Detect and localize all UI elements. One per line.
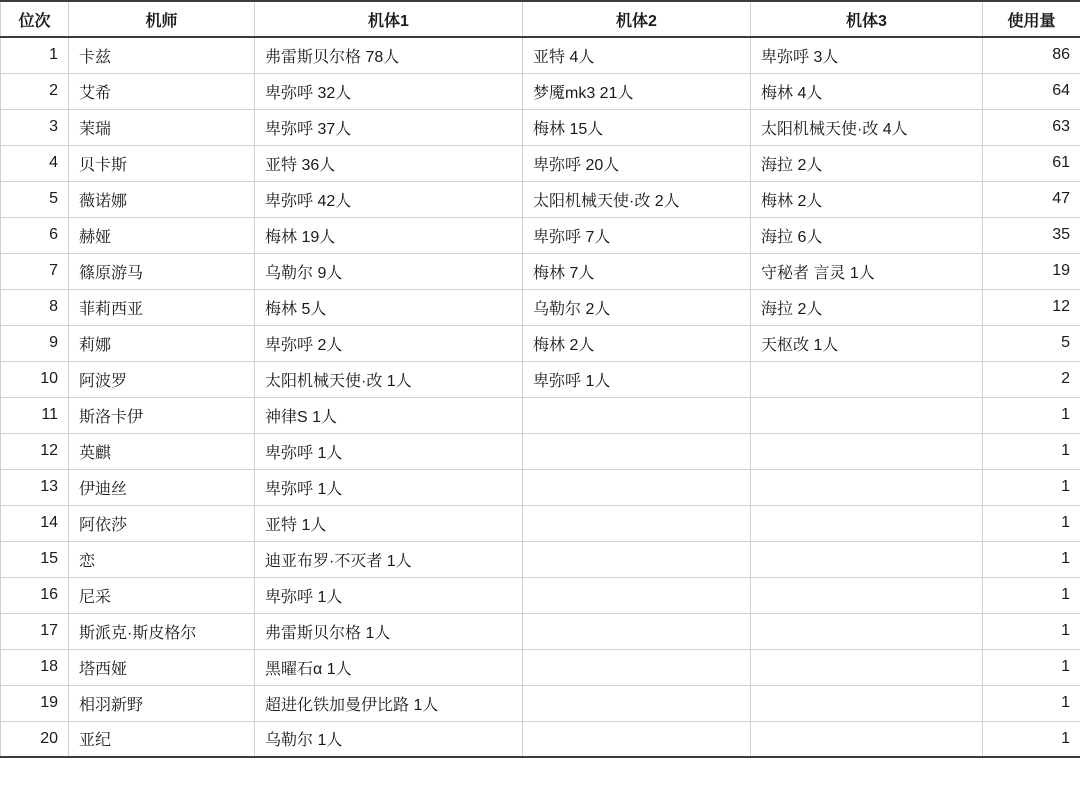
table-row bbox=[1, 361, 1080, 397]
cell-usage: 63 bbox=[983, 109, 1080, 145]
cell-pilot: 恋 bbox=[69, 541, 255, 577]
cell-pilot: 尼采 bbox=[69, 577, 255, 613]
cell-mecha2: 梅林 2人 bbox=[523, 325, 751, 361]
cell-mecha3 bbox=[751, 685, 983, 721]
table-row bbox=[1, 397, 1080, 433]
cell-mecha3: 天枢改 1人 bbox=[751, 325, 983, 361]
cell-rank: 10 bbox=[1, 361, 69, 397]
cell-mecha2: 梅林 15人 bbox=[523, 109, 751, 145]
cell-mecha1: 梅林 5人 bbox=[255, 289, 523, 325]
table-row bbox=[1, 469, 1080, 505]
cell-pilot: 菲莉西亚 bbox=[69, 289, 255, 325]
cell-rank: 19 bbox=[1, 685, 69, 721]
cell-usage: 64 bbox=[983, 73, 1080, 109]
cell-mecha1: 卑弥呼 2人 bbox=[255, 325, 523, 361]
column-header-rank: 位次 bbox=[1, 1, 69, 37]
cell-mecha1: 卑弥呼 37人 bbox=[255, 109, 523, 145]
column-header-mecha1: 机体1 bbox=[255, 1, 523, 37]
cell-pilot: 阿依莎 bbox=[69, 505, 255, 541]
cell-mecha1: 弗雷斯贝尔格 78人 bbox=[255, 37, 523, 73]
cell-mecha1: 乌勒尔 9人 bbox=[255, 253, 523, 289]
cell-mecha1: 超进化铁加曼伊比路 1人 bbox=[255, 685, 523, 721]
cell-mecha3: 梅林 2人 bbox=[751, 181, 983, 217]
cell-rank: 14 bbox=[1, 505, 69, 541]
cell-mecha3 bbox=[751, 577, 983, 613]
cell-mecha3 bbox=[751, 469, 983, 505]
cell-mecha2 bbox=[523, 469, 751, 505]
cell-mecha3 bbox=[751, 541, 983, 577]
table-row bbox=[1, 181, 1080, 217]
cell-mecha1: 梅林 19人 bbox=[255, 217, 523, 253]
table-row bbox=[1, 685, 1080, 721]
table-row bbox=[1, 613, 1080, 649]
cell-mecha2 bbox=[523, 649, 751, 685]
table-row bbox=[1, 649, 1080, 685]
cell-mecha3: 守秘者 言灵 1人 bbox=[751, 253, 983, 289]
cell-mecha2 bbox=[523, 433, 751, 469]
cell-rank: 3 bbox=[1, 109, 69, 145]
cell-mecha3 bbox=[751, 505, 983, 541]
cell-mecha2: 太阳机械天使·改 2人 bbox=[523, 181, 751, 217]
cell-rank: 1 bbox=[1, 37, 69, 73]
cell-mecha1: 亚特 36人 bbox=[255, 145, 523, 181]
table-row bbox=[1, 109, 1080, 145]
cell-usage: 1 bbox=[983, 721, 1080, 757]
cell-rank: 2 bbox=[1, 73, 69, 109]
cell-rank: 20 bbox=[1, 721, 69, 757]
table-row bbox=[1, 505, 1080, 541]
table-header-row bbox=[1, 1, 1080, 37]
cell-mecha2: 梦魇mk3 21人 bbox=[523, 73, 751, 109]
cell-pilot: 阿波罗 bbox=[69, 361, 255, 397]
cell-mecha3: 梅林 4人 bbox=[751, 73, 983, 109]
cell-rank: 7 bbox=[1, 253, 69, 289]
cell-mecha2: 乌勒尔 2人 bbox=[523, 289, 751, 325]
cell-mecha1: 亚特 1人 bbox=[255, 505, 523, 541]
cell-mecha2 bbox=[523, 397, 751, 433]
cell-usage: 35 bbox=[983, 217, 1080, 253]
cell-pilot: 茉瑞 bbox=[69, 109, 255, 145]
cell-rank: 12 bbox=[1, 433, 69, 469]
column-header-mecha2: 机体2 bbox=[523, 1, 751, 37]
cell-mecha1: 卑弥呼 42人 bbox=[255, 181, 523, 217]
cell-rank: 9 bbox=[1, 325, 69, 361]
cell-mecha2 bbox=[523, 577, 751, 613]
cell-pilot: 莉娜 bbox=[69, 325, 255, 361]
cell-usage: 19 bbox=[983, 253, 1080, 289]
table-row bbox=[1, 577, 1080, 613]
cell-usage: 86 bbox=[983, 37, 1080, 73]
cell-usage: 5 bbox=[983, 325, 1080, 361]
table-row bbox=[1, 721, 1080, 757]
cell-pilot: 英麒 bbox=[69, 433, 255, 469]
cell-pilot: 斯派克·斯皮格尔 bbox=[69, 613, 255, 649]
table-row bbox=[1, 73, 1080, 109]
cell-mecha3 bbox=[751, 649, 983, 685]
cell-rank: 16 bbox=[1, 577, 69, 613]
cell-pilot: 赫娅 bbox=[69, 217, 255, 253]
cell-mecha3 bbox=[751, 433, 983, 469]
cell-mecha2: 卑弥呼 1人 bbox=[523, 361, 751, 397]
cell-pilot: 亚纪 bbox=[69, 721, 255, 757]
cell-pilot: 贝卡斯 bbox=[69, 145, 255, 181]
cell-usage: 1 bbox=[983, 577, 1080, 613]
cell-pilot: 斯洛卡伊 bbox=[69, 397, 255, 433]
cell-mecha3: 卑弥呼 3人 bbox=[751, 37, 983, 73]
cell-mecha2 bbox=[523, 613, 751, 649]
table-row bbox=[1, 217, 1080, 253]
cell-rank: 4 bbox=[1, 145, 69, 181]
cell-usage: 1 bbox=[983, 541, 1080, 577]
cell-mecha2: 梅林 7人 bbox=[523, 253, 751, 289]
cell-pilot: 塔西娅 bbox=[69, 649, 255, 685]
cell-usage: 1 bbox=[983, 505, 1080, 541]
cell-usage: 2 bbox=[983, 361, 1080, 397]
cell-usage: 1 bbox=[983, 397, 1080, 433]
cell-usage: 1 bbox=[983, 613, 1080, 649]
cell-pilot: 篠原游马 bbox=[69, 253, 255, 289]
cell-usage: 61 bbox=[983, 145, 1080, 181]
cell-pilot: 相羽新野 bbox=[69, 685, 255, 721]
cell-rank: 13 bbox=[1, 469, 69, 505]
cell-mecha1: 太阳机械天使·改 1人 bbox=[255, 361, 523, 397]
table-row bbox=[1, 433, 1080, 469]
column-header-usage: 使用量 bbox=[983, 1, 1080, 37]
cell-usage: 1 bbox=[983, 649, 1080, 685]
cell-mecha2 bbox=[523, 721, 751, 757]
cell-mecha2 bbox=[523, 685, 751, 721]
table-row bbox=[1, 541, 1080, 577]
cell-mecha1: 弗雷斯贝尔格 1人 bbox=[255, 613, 523, 649]
cell-mecha1: 乌勒尔 1人 bbox=[255, 721, 523, 757]
table-row bbox=[1, 253, 1080, 289]
table-row bbox=[1, 325, 1080, 361]
cell-pilot: 艾希 bbox=[69, 73, 255, 109]
table-row bbox=[1, 37, 1080, 73]
cell-mecha1: 神律S 1人 bbox=[255, 397, 523, 433]
cell-rank: 8 bbox=[1, 289, 69, 325]
cell-mecha3 bbox=[751, 397, 983, 433]
cell-pilot: 薇诺娜 bbox=[69, 181, 255, 217]
table-row bbox=[1, 289, 1080, 325]
table-row bbox=[1, 145, 1080, 181]
cell-usage: 47 bbox=[983, 181, 1080, 217]
cell-rank: 15 bbox=[1, 541, 69, 577]
cell-rank: 6 bbox=[1, 217, 69, 253]
cell-mecha3: 海拉 2人 bbox=[751, 289, 983, 325]
cell-usage: 1 bbox=[983, 469, 1080, 505]
cell-mecha3 bbox=[751, 721, 983, 757]
cell-mecha2 bbox=[523, 505, 751, 541]
cell-mecha2 bbox=[523, 541, 751, 577]
cell-mecha2: 亚特 4人 bbox=[523, 37, 751, 73]
cell-mecha3: 海拉 2人 bbox=[751, 145, 983, 181]
table-header bbox=[1, 1, 1080, 37]
cell-mecha1: 黑曜石α 1人 bbox=[255, 649, 523, 685]
cell-rank: 17 bbox=[1, 613, 69, 649]
cell-mecha1: 卑弥呼 1人 bbox=[255, 577, 523, 613]
cell-mecha3: 海拉 6人 bbox=[751, 217, 983, 253]
cell-mecha3 bbox=[751, 361, 983, 397]
table-body bbox=[1, 37, 1080, 757]
cell-mecha3: 太阳机械天使·改 4人 bbox=[751, 109, 983, 145]
cell-usage: 12 bbox=[983, 289, 1080, 325]
cell-mecha1: 迪亚布罗·不灭者 1人 bbox=[255, 541, 523, 577]
cell-pilot: 卡兹 bbox=[69, 37, 255, 73]
column-header-pilot: 机师 bbox=[69, 1, 255, 37]
cell-pilot: 伊迪丝 bbox=[69, 469, 255, 505]
cell-usage: 1 bbox=[983, 685, 1080, 721]
cell-rank: 18 bbox=[1, 649, 69, 685]
cell-mecha2: 卑弥呼 7人 bbox=[523, 217, 751, 253]
cell-usage: 1 bbox=[983, 433, 1080, 469]
cell-mecha1: 卑弥呼 32人 bbox=[255, 73, 523, 109]
cell-mecha1: 卑弥呼 1人 bbox=[255, 469, 523, 505]
cell-mecha3 bbox=[751, 613, 983, 649]
cell-rank: 11 bbox=[1, 397, 69, 433]
cell-mecha1: 卑弥呼 1人 bbox=[255, 433, 523, 469]
cell-rank: 5 bbox=[1, 181, 69, 217]
cell-mecha2: 卑弥呼 20人 bbox=[523, 145, 751, 181]
column-header-mecha3: 机体3 bbox=[751, 1, 983, 37]
